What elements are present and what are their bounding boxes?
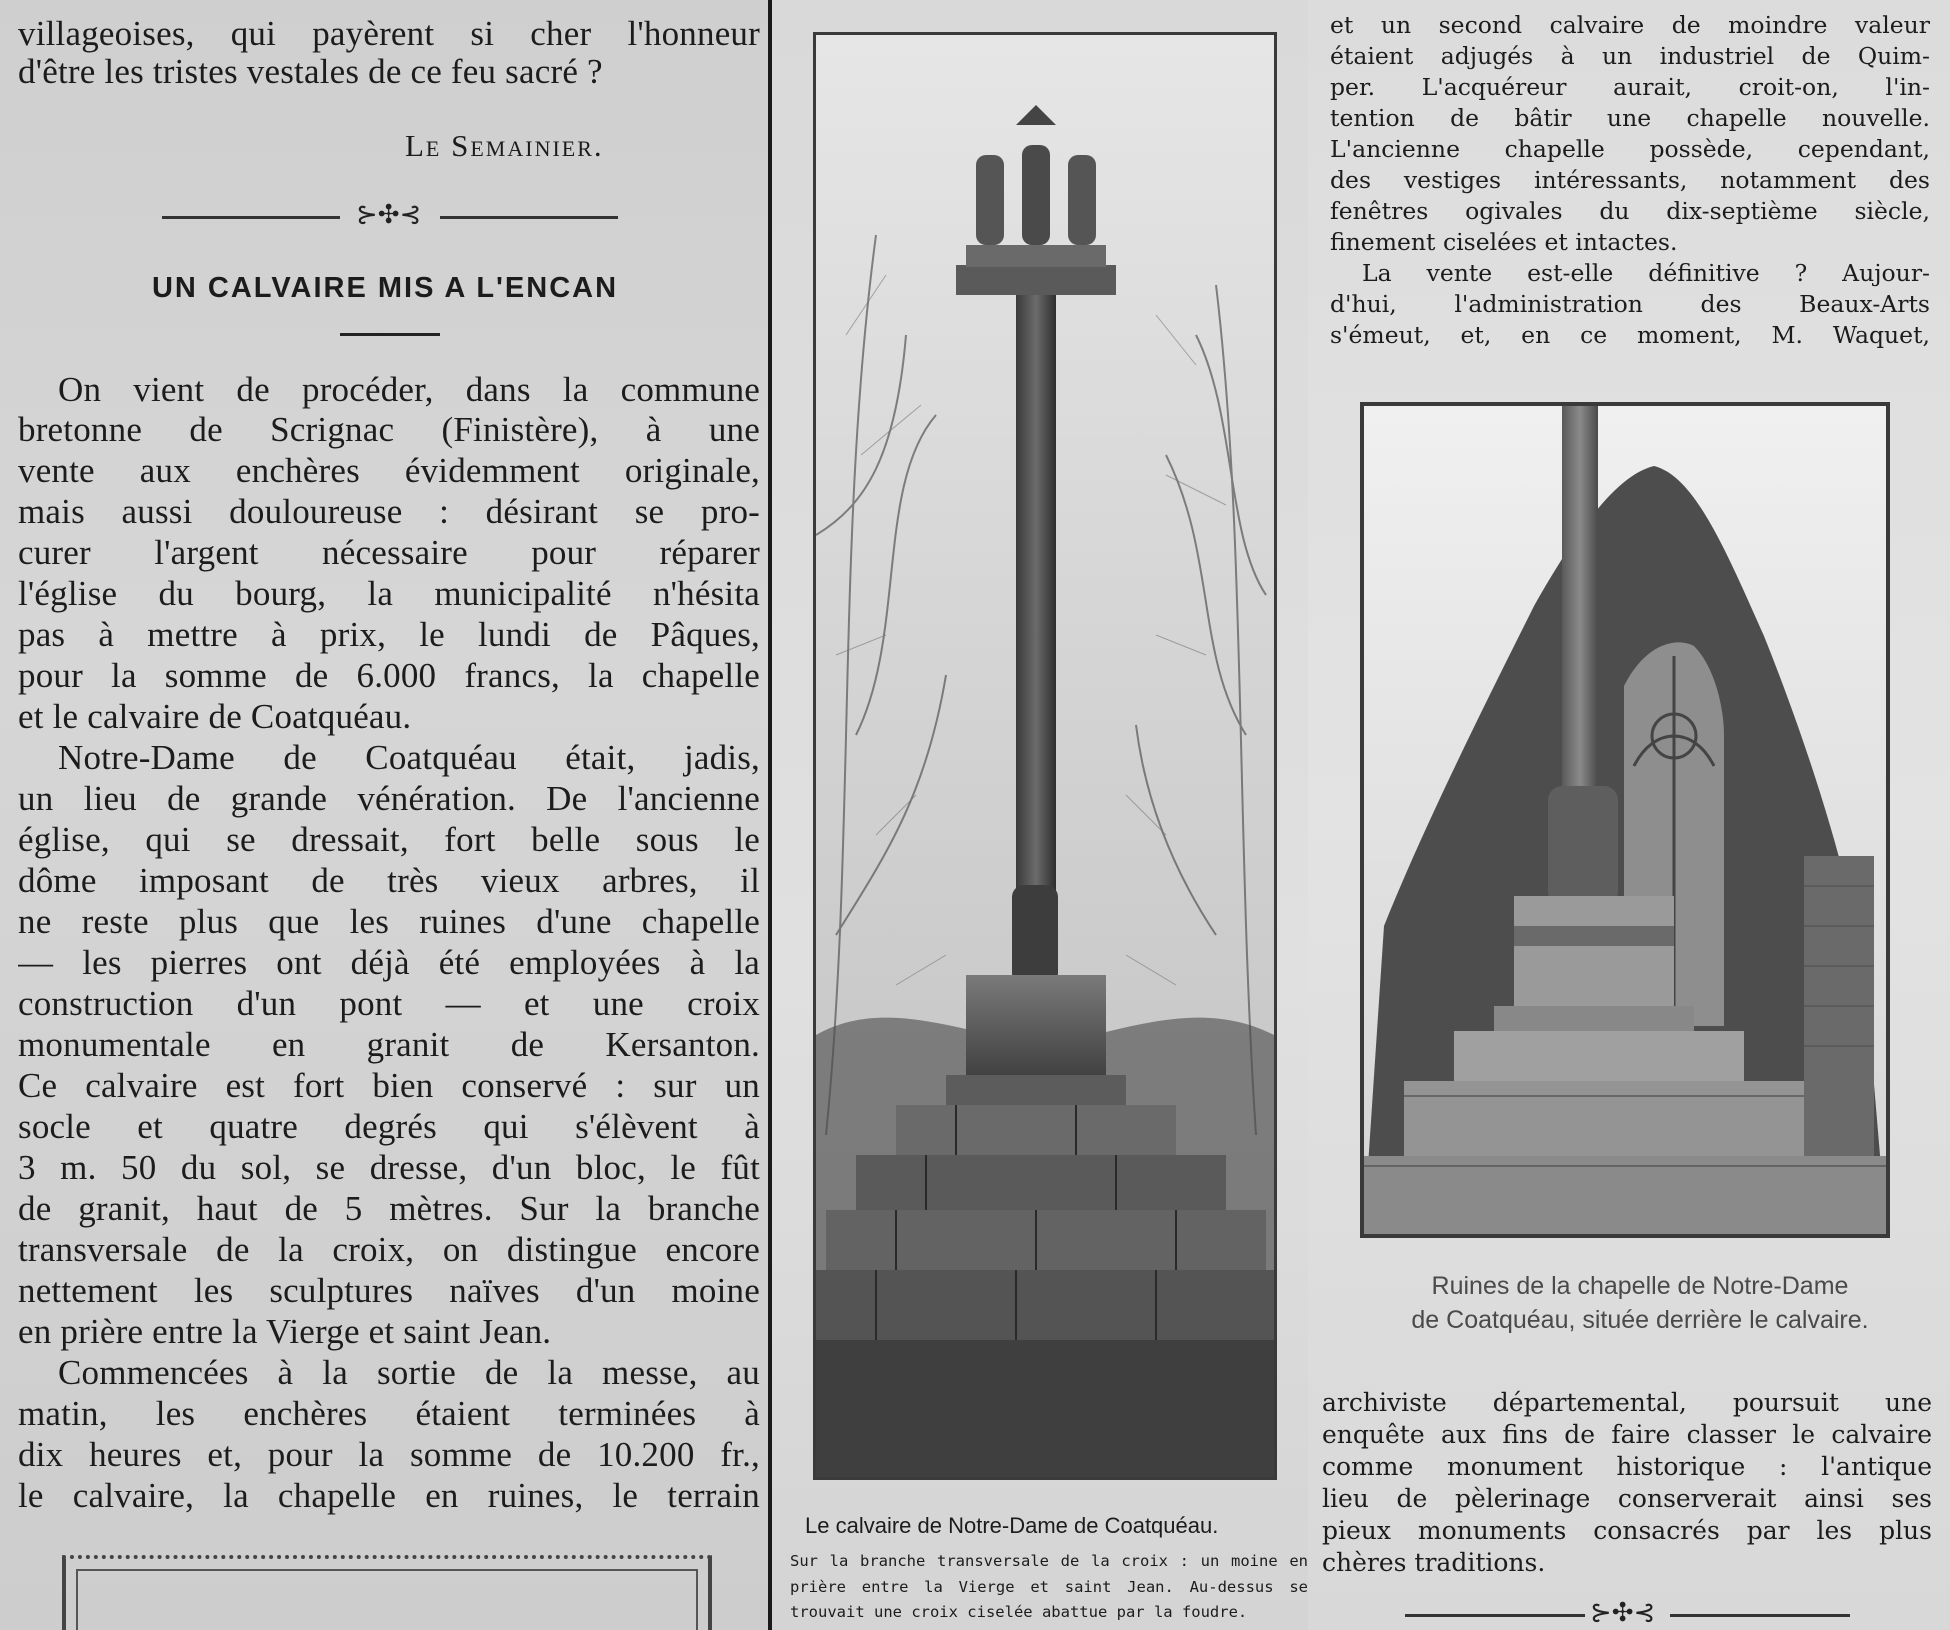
body-line: s'émeut, et, en ce moment, M. Waquet,	[1330, 321, 1930, 349]
chapel-caption-line: Ruines de la chapelle de Notre-Dame	[1431, 1272, 1849, 1300]
body-line: des vestiges intéressants, notamment des	[1330, 166, 1930, 194]
ornament-rule-right	[1670, 1614, 1850, 1617]
body-line: construction d'un pont — et une croix	[18, 984, 760, 1023]
body-line: finement ciselées et intactes.	[1330, 228, 1678, 256]
body-line: 3 m. 50 du sol, se dresse, d'un bloc, le fût	[18, 1148, 760, 1187]
body-line: Ce calvaire est fort bien conservé : sur un	[18, 1066, 760, 1105]
calvary-caption-line: Sur la branche transversale de la croix : un moine en	[790, 1552, 1308, 1570]
body-line: chères traditions.	[1322, 1548, 1546, 1577]
article-headline: UN CALVAIRE MIS A L'ENCAN	[151, 272, 619, 304]
signature: Le Semainier.	[405, 128, 604, 163]
body-line: socle et quatre degrés qui s'élèvent à	[18, 1107, 760, 1146]
body-line: vente aux enchères évidemment originale,	[18, 451, 760, 490]
body-line: dix heures et, pour la somme de 10.200 fr.,	[18, 1435, 760, 1474]
body-line: fenêtres ogivales du dix-septième siècle,	[1330, 197, 1930, 225]
body-line: L'ancienne chapelle possède, cependant,	[1330, 135, 1930, 163]
body-line: lieu de pèlerinage conserverait ainsi ses	[1322, 1484, 1932, 1513]
body-line: dôme imposant de très vieux arbres, il	[18, 861, 760, 900]
body-line: un lieu de grande vénération. De l'ancienne	[18, 779, 760, 818]
ornament-rule-left	[1405, 1614, 1585, 1617]
bottom-frame	[62, 1555, 712, 1630]
body-line: — les pierres ont déjà été employées à la	[18, 943, 760, 982]
body-line: On vient de procéder, dans la commune	[58, 370, 760, 409]
ornament-rule-right	[440, 216, 618, 219]
body-line: per. L'acquéreur aurait, croit-on, l'in-	[1330, 73, 1930, 101]
body-line: et le calvaire de Coatquéau.	[18, 697, 412, 736]
headline-rule	[340, 333, 440, 336]
calvary-caption-line: trouvait une croix ciselée abattue par la foudre.	[790, 1603, 1248, 1621]
body-line: l'église du bourg, la municipalité n'hésita	[18, 574, 760, 613]
body-line: pas à mettre à prix, le lundi de Pâques,	[18, 615, 760, 654]
chapel-caption-line: de Coatquéau, située derrière le calvaire.	[1411, 1306, 1869, 1334]
ornament-icon: ⊱✣⊰	[356, 200, 422, 230]
body-line: enquête aux fins de faire classer le calvaire	[1322, 1420, 1932, 1449]
body-line: nettement les sculptures naïves d'un moine	[18, 1271, 760, 1310]
calvary-caption-title: Le calvaire de Notre-Dame de Coatquéau.	[805, 1513, 1219, 1538]
body-line: Notre-Dame de Coatquéau était, jadis,	[58, 738, 760, 777]
body-line: église, qui se dressait, fort belle sous le	[18, 820, 760, 859]
body-line: en prière entre la Vierge et saint Jean.	[18, 1312, 552, 1351]
ornament-icon: ⊱✣⊰	[1590, 1598, 1656, 1628]
body-line: de granit, haut de 5 mètres. Sur la branche	[18, 1189, 760, 1228]
calvary-photo	[813, 32, 1277, 1480]
chapel-ruins-photo	[1360, 402, 1890, 1238]
body-line: le calvaire, la chapelle en ruines, le terrain	[18, 1476, 760, 1515]
body-line: monumentale en granit de Kersanton.	[18, 1025, 760, 1064]
body-line: Commencées à la sortie de la messe, au	[58, 1353, 760, 1392]
body-line: pieux monuments consacrés par les plus	[1322, 1516, 1932, 1545]
body-line: tention de bâtir une chapelle nouvelle.	[1330, 104, 1930, 132]
body-line: pour la somme de 6.000 francs, la chapelle	[18, 656, 760, 695]
body-line: curer l'argent nécessaire pour réparer	[18, 533, 760, 572]
top-fragment-line-1: villageoises, qui payèrent si cher l'honneur	[18, 14, 760, 53]
body-line: étaient adjugés à un industriel de Quim-	[1330, 42, 1930, 70]
bottom-frame-inner	[76, 1569, 698, 1630]
body-line: matin, les enchères étaient terminées à	[18, 1394, 760, 1433]
top-fragment-line-2: d'être les tristes vestales de ce feu sacré ?	[18, 52, 603, 91]
body-line: comme monument historique : l'antique	[1322, 1452, 1932, 1481]
calvary-photo-art	[816, 35, 1274, 1477]
left-column	[0, 0, 772, 1630]
body-line: archiviste départemental, poursuit une	[1322, 1388, 1932, 1417]
body-line: transversale de la croix, on distingue encore	[18, 1230, 760, 1269]
ornament-rule-left	[162, 216, 340, 219]
body-line: bretonne de Scrignac (Finistère), à une	[18, 410, 760, 449]
body-line: La vente est-elle définitive ? Aujour-	[1362, 259, 1930, 287]
chapel-ruins-photo-art	[1364, 406, 1886, 1234]
calvary-caption-line: prière entre la Vierge et saint Jean. Au-dessus se	[790, 1578, 1308, 1596]
body-line: mais aussi douloureuse : désirant se pro-	[18, 492, 760, 531]
body-line: d'hui, l'administration des Beaux-Arts	[1330, 290, 1930, 318]
body-line: et un second calvaire de moindre valeur	[1330, 11, 1930, 39]
body-line: ne reste plus que les ruines d'une chapelle	[18, 902, 760, 941]
